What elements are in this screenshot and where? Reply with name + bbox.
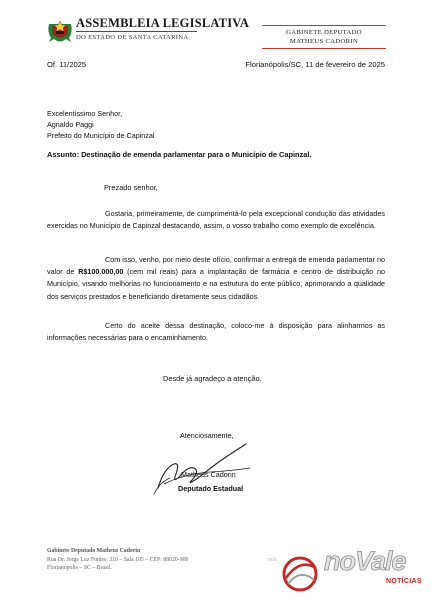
state-coat-of-arms-icon [46,18,74,46]
footer-street: Rua Dr. Jorge Luz Fontes, 310 – Sala 105 – CEP: 88020-900 [47,556,189,563]
watermark-tagline: NOTÍCIAS [386,578,422,585]
assembly-title: ASSEMBLEIA LEGISLATIVA [76,16,250,30]
assembly-rule [76,31,197,32]
paragraph-3: Certo do aceite dessa destinação, coloco-me à disposição para alinharmos as informações necessárias para o encaminhamento. [47,321,385,343]
assembly-subtitle: DO ESTADO DE SANTA CATARINA [76,34,189,41]
place-date: Florianópolis/SC, 11 de fevereiro de 2025 [245,60,385,69]
subject-line: Assunto: Destinação de emenda parlamentar para o Município de Capinzal. [47,150,312,159]
footer-city: Florianópolis – SC – Brasil. [47,565,112,572]
closing-line: Desde já agradeço a atenção. [163,374,262,383]
faint-footer-text: rela [268,557,277,563]
salutation: Prezado senhor, [104,183,158,192]
footer-address [47,547,188,573]
office-line-2: MATHEUS CADORIN [289,38,359,45]
office-box [262,25,386,49]
document-number: Of. 11/2025 [47,60,87,69]
recipient-greeting: Excelentíssimo Senhor, [47,109,123,118]
regards-line: Atenciosamente, [180,431,234,440]
paragraph-2-text-a: Com isso, venho, por meio deste ofício, confirmar a entrega de emenda parlamentar no valor de [47,255,385,277]
amount-value: R$100.000,00 [78,267,124,277]
office-line-1: GABINETE DEPUTADO [286,29,362,36]
signatory-name: Matheus Cadorin [181,470,236,479]
paragraph-2 [47,254,385,303]
footer-title: Gabinete Deputado Matheus Cadorin [47,548,141,554]
watermark-brand: noVale [324,546,406,576]
recipient-role: Prefeito do Município de Capinzal [47,130,155,140]
paragraph-1: Gostaria, primeiramente, de cumprimentá-lo pela excepcional condução das atividades exercidas no Município de Capinzal destacando, assim, o vosso trabalho como exemplo de excelência. [47,209,385,231]
recipient-name: Agnaldo Paggi [47,119,94,129]
signatory-title: Deputado Estadual [178,484,244,493]
paragraph-2-text-b: (cem mil reais) para a implantação de farmácia e centro de distribuição no Município, visando melhorias no funcionamento e na estrutura do ente público, aprimorando a qualidade dos serviços prestados e beneficiando diretamente seus cidadãos. [47,267,385,301]
recipient-block [47,109,154,141]
